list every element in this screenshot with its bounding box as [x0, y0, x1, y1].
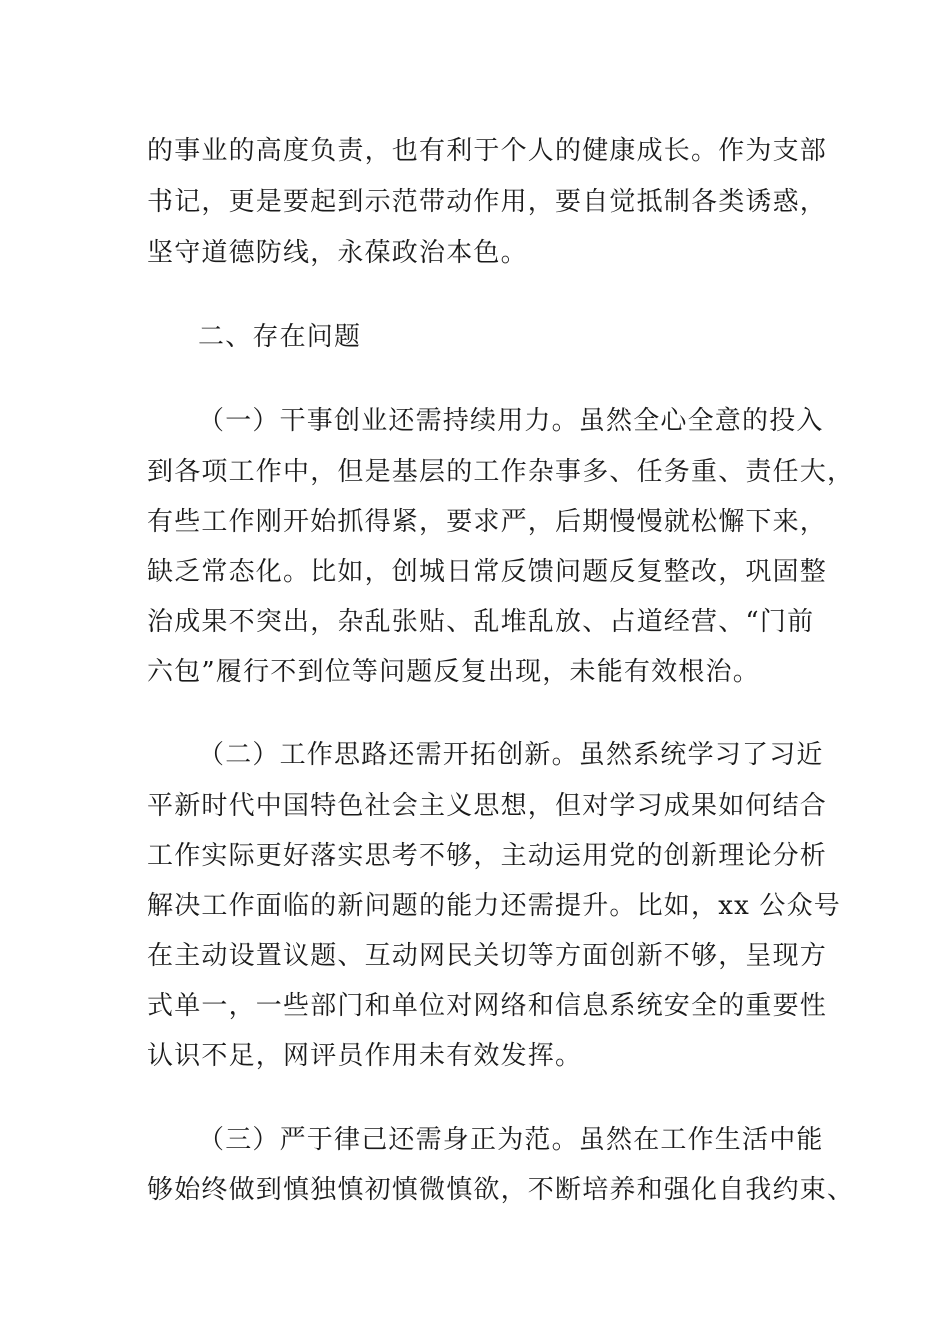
- text-line: 书记，更是要起到示范带动作用，要自觉抵制各类诱惑，: [147, 187, 828, 217]
- text-line: 到各项工作中，但是基层的工作杂事多、任务重、责任大，: [147, 457, 855, 487]
- text-line: 坚守道德防线，永葆政治本色。: [147, 238, 528, 268]
- text-line: （一）干事创业还需持续用力。虽然全心全意的投入: [198, 406, 824, 436]
- text-line: 六包”履行不到位等问题反复出现，未能有效根治。: [147, 657, 760, 687]
- text-line: 解决工作面临的新问题的能力还需提升。比如，xx 公众号: [147, 891, 841, 921]
- text-line: 工作实际更好落实思考不够，主动运用党的创新理论分析: [147, 841, 828, 871]
- text-line: （三）严于律己还需身正为范。虽然在工作生活中能: [198, 1125, 824, 1155]
- text-line: （二）工作思路还需开拓创新。虽然系统学习了习近: [198, 740, 824, 770]
- text-line: 够始终做到慎独慎初慎微慎欲，不断培养和强化自我约束、: [147, 1175, 855, 1205]
- text-line: 有些工作刚开始抓得紧，要求严，后期慢慢就松懈下来，: [147, 507, 828, 537]
- text-line: 的事业的高度负责，也有利于个人的健康成长。作为支部: [147, 136, 828, 166]
- section-heading: 二、存在问题: [198, 322, 362, 352]
- text-line: 平新时代中国特色社会主义思想，但对学习成果如何结合: [147, 791, 828, 821]
- text-line: 认识不足，网评员作用未有效发挥。: [147, 1041, 583, 1071]
- text-line: 治成果不突出，杂乱张贴、乱堆乱放、占道经营、“门前: [147, 607, 815, 637]
- text-line: 缺乏常态化。比如，创城日常反馈问题反复整改，巩固整: [147, 557, 828, 587]
- text-line: 在主动设置议题、互动网民关切等方面创新不够，呈现方: [147, 941, 828, 971]
- text-line: 式单一，一些部门和单位对网络和信息系统安全的重要性: [147, 991, 828, 1021]
